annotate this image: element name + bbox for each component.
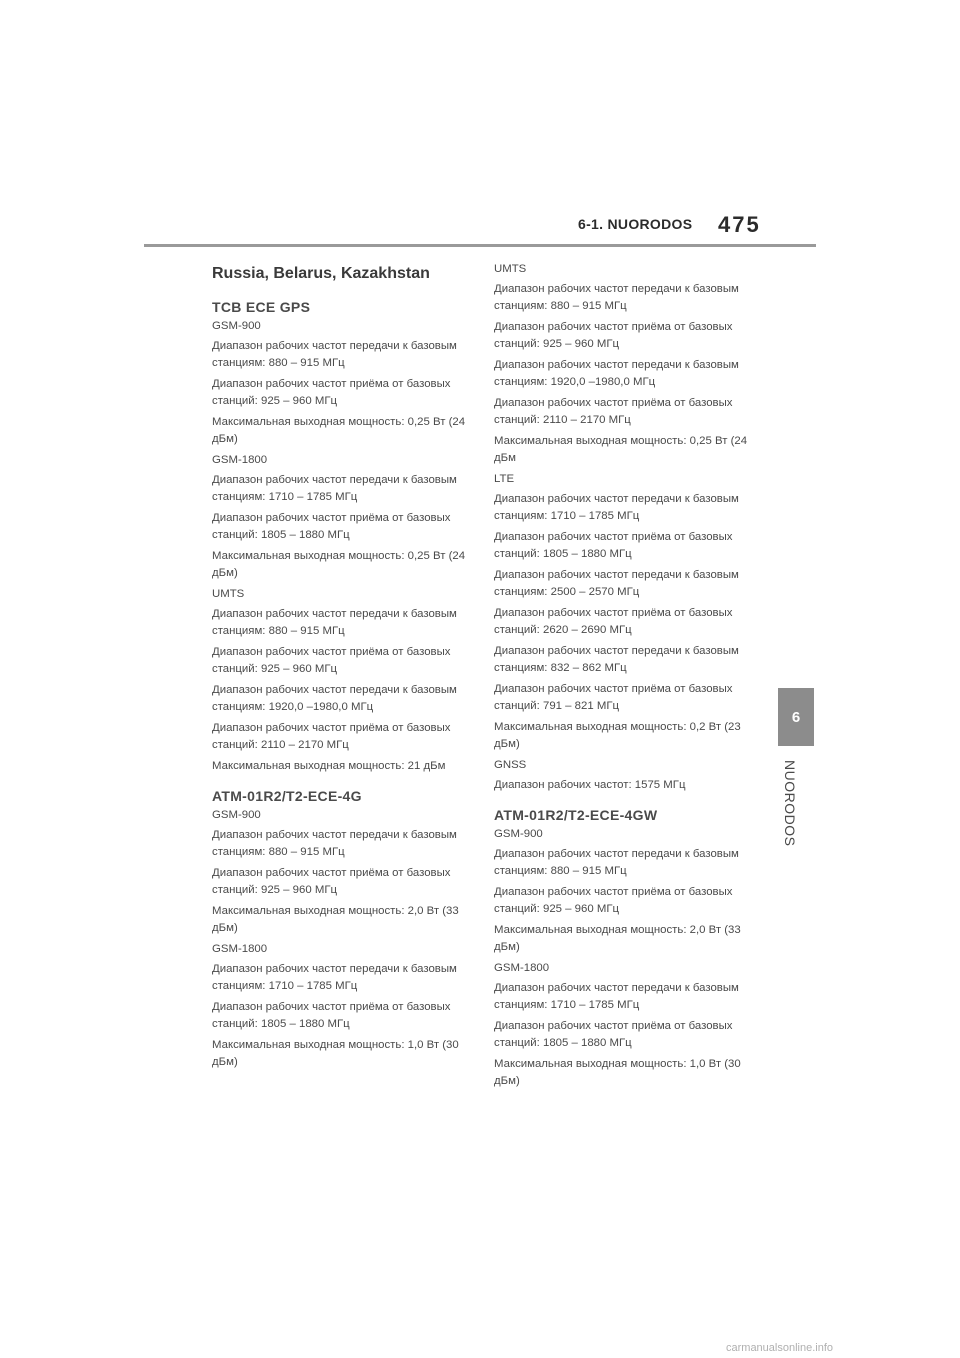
chapter-tab-label: NUORODOS <box>782 760 798 847</box>
standard-label: GSM-1800 <box>212 454 268 466</box>
region-title: Russia, Belarus, Kazakhstan <box>212 265 430 282</box>
spec-line: Диапазон рабочих частот передачи к базовым станциям: 1710 – 1785 МГц <box>494 982 739 1011</box>
spec-line: Диапазон рабочих частот передачи к базовым станциям: 832 – 862 МГц <box>494 645 739 674</box>
spec-line: Максимальная выходная мощность: 0,25 Вт (24 дБм <box>494 435 748 464</box>
right-column <box>494 261 756 1094</box>
section-title: 6-1. NUORODOS <box>578 216 693 232</box>
spec-line: Диапазон рабочих частот приёма от базовых станций: 925 – 960 МГц <box>212 867 451 896</box>
spec-line: Диапазон рабочих частот передачи к базовым станциям: 1920,0 –1980,0 МГц <box>494 359 739 388</box>
spec-line: Диапазон рабочих частот передачи к базовым станциям: 1710 – 1785 МГц <box>494 493 739 522</box>
spec-line: Максимальная выходная мощность: 2,0 Вт (33 дБм) <box>212 905 459 934</box>
spec-line: Максимальная выходная мощность: 1,0 Вт (30 дБм) <box>494 1058 741 1087</box>
standard-label: UMTS <box>494 263 527 275</box>
spec-line: Диапазон рабочих частот передачи к базовым станциям: 880 – 915 МГц <box>212 608 457 637</box>
spec-line: Максимальная выходная мощность: 2,0 Вт (33 дБм) <box>494 924 741 953</box>
spec-line: Диапазон рабочих частот передачи к базовым станциям: 880 – 915 МГц <box>494 848 739 877</box>
left-sections <box>212 298 474 1071</box>
spec-line: Диапазон рабочих частот передачи к базовым станциям: 2500 – 2570 МГц <box>494 569 739 598</box>
standard-label: GSM-900 <box>212 809 261 821</box>
spec-line: Диапазон рабочих частот приёма от базовых станций: 925 – 960 МГц <box>494 321 733 350</box>
spec-line: Максимальная выходная мощность: 21 дБм <box>212 760 446 772</box>
spec-line: Максимальная выходная мощность: 0,25 Вт (24 дБм) <box>212 550 466 579</box>
spec-line: Диапазон рабочих частот передачи к базовым станциям: 1710 – 1785 МГц <box>212 963 457 992</box>
spec-line: Максимальная выходная мощность: 0,25 Вт (24 дБм) <box>212 416 466 445</box>
spec-line: Диапазон рабочих частот приёма от базовых станций: 925 – 960 МГц <box>212 646 451 675</box>
spec-line: Диапазон рабочих частот передачи к базовым станциям: 880 – 915 МГц <box>212 829 457 858</box>
spec-line: Диапазон рабочих частот: 1575 МГц <box>494 779 686 791</box>
spec-line: Максимальная выходная мощность: 1,0 Вт (30 дБм) <box>212 1039 459 1068</box>
spec-line: Диапазон рабочих частот приёма от базовых станций: 1805 – 1880 МГц <box>212 1001 451 1030</box>
model-heading: ATM-01R2/T2-ECE-4GW <box>494 807 658 823</box>
spec-line: Диапазон рабочих частот передачи к базовым станциям: 1710 – 1785 МГц <box>212 474 457 503</box>
header-divider <box>144 244 816 247</box>
right-sections <box>494 261 756 1090</box>
standard-label: GSM-1800 <box>212 943 268 955</box>
footer-watermark: carmanualsonline.info <box>726 1342 834 1354</box>
standard-label: LTE <box>494 473 515 485</box>
spec-line: Максимальная выходная мощность: 0,2 Вт (23 дБм) <box>494 721 741 750</box>
spec-line: Диапазон рабочих частот приёма от базовых станций: 2110 – 2170 МГц <box>494 397 733 426</box>
page-number: 475 <box>718 212 761 237</box>
standard-label: GSM-1800 <box>494 962 550 974</box>
standard-label: UMTS <box>212 588 245 600</box>
spec-line: Диапазон рабочих частот приёма от базовых станций: 791 – 821 МГц <box>494 683 733 712</box>
spec-line: Диапазон рабочих частот передачи к базовым станциям: 880 – 915 МГц <box>212 340 457 369</box>
standard-label: GSM-900 <box>494 828 543 840</box>
left-column <box>212 258 474 1075</box>
spec-line: Диапазон рабочих частот приёма от базовых станций: 2620 – 2690 МГц <box>494 607 733 636</box>
spec-line: Диапазон рабочих частот передачи к базовым станциям: 1920,0 –1980,0 МГц <box>212 684 457 713</box>
standard-label: GNSS <box>494 759 527 771</box>
spec-line: Диапазон рабочих частот передачи к базовым станциям: 880 – 915 МГц <box>494 283 739 312</box>
model-heading: ATM-01R2/T2-ECE-4G <box>212 788 362 804</box>
spec-line: Диапазон рабочих частот приёма от базовых станций: 925 – 960 МГц <box>494 886 733 915</box>
chapter-tab <box>778 688 814 746</box>
model-heading: TCB ECE GPS <box>212 299 311 315</box>
spec-line: Диапазон рабочих частот приёма от базовых станций: 1805 – 1880 МГц <box>494 531 733 560</box>
standard-label: GSM-900 <box>212 320 261 332</box>
spec-line: Диапазон рабочих частот приёма от базовых станций: 925 – 960 МГц <box>212 378 451 407</box>
spec-line: Диапазон рабочих частот приёма от базовых станций: 1805 – 1880 МГц <box>212 512 451 541</box>
spec-line: Диапазон рабочих частот приёма от базовых станций: 1805 – 1880 МГц <box>494 1020 733 1049</box>
spec-line: Диапазон рабочих частот приёма от базовых станций: 2110 – 2170 МГц <box>212 722 451 751</box>
chapter-number: 6 <box>791 708 801 726</box>
